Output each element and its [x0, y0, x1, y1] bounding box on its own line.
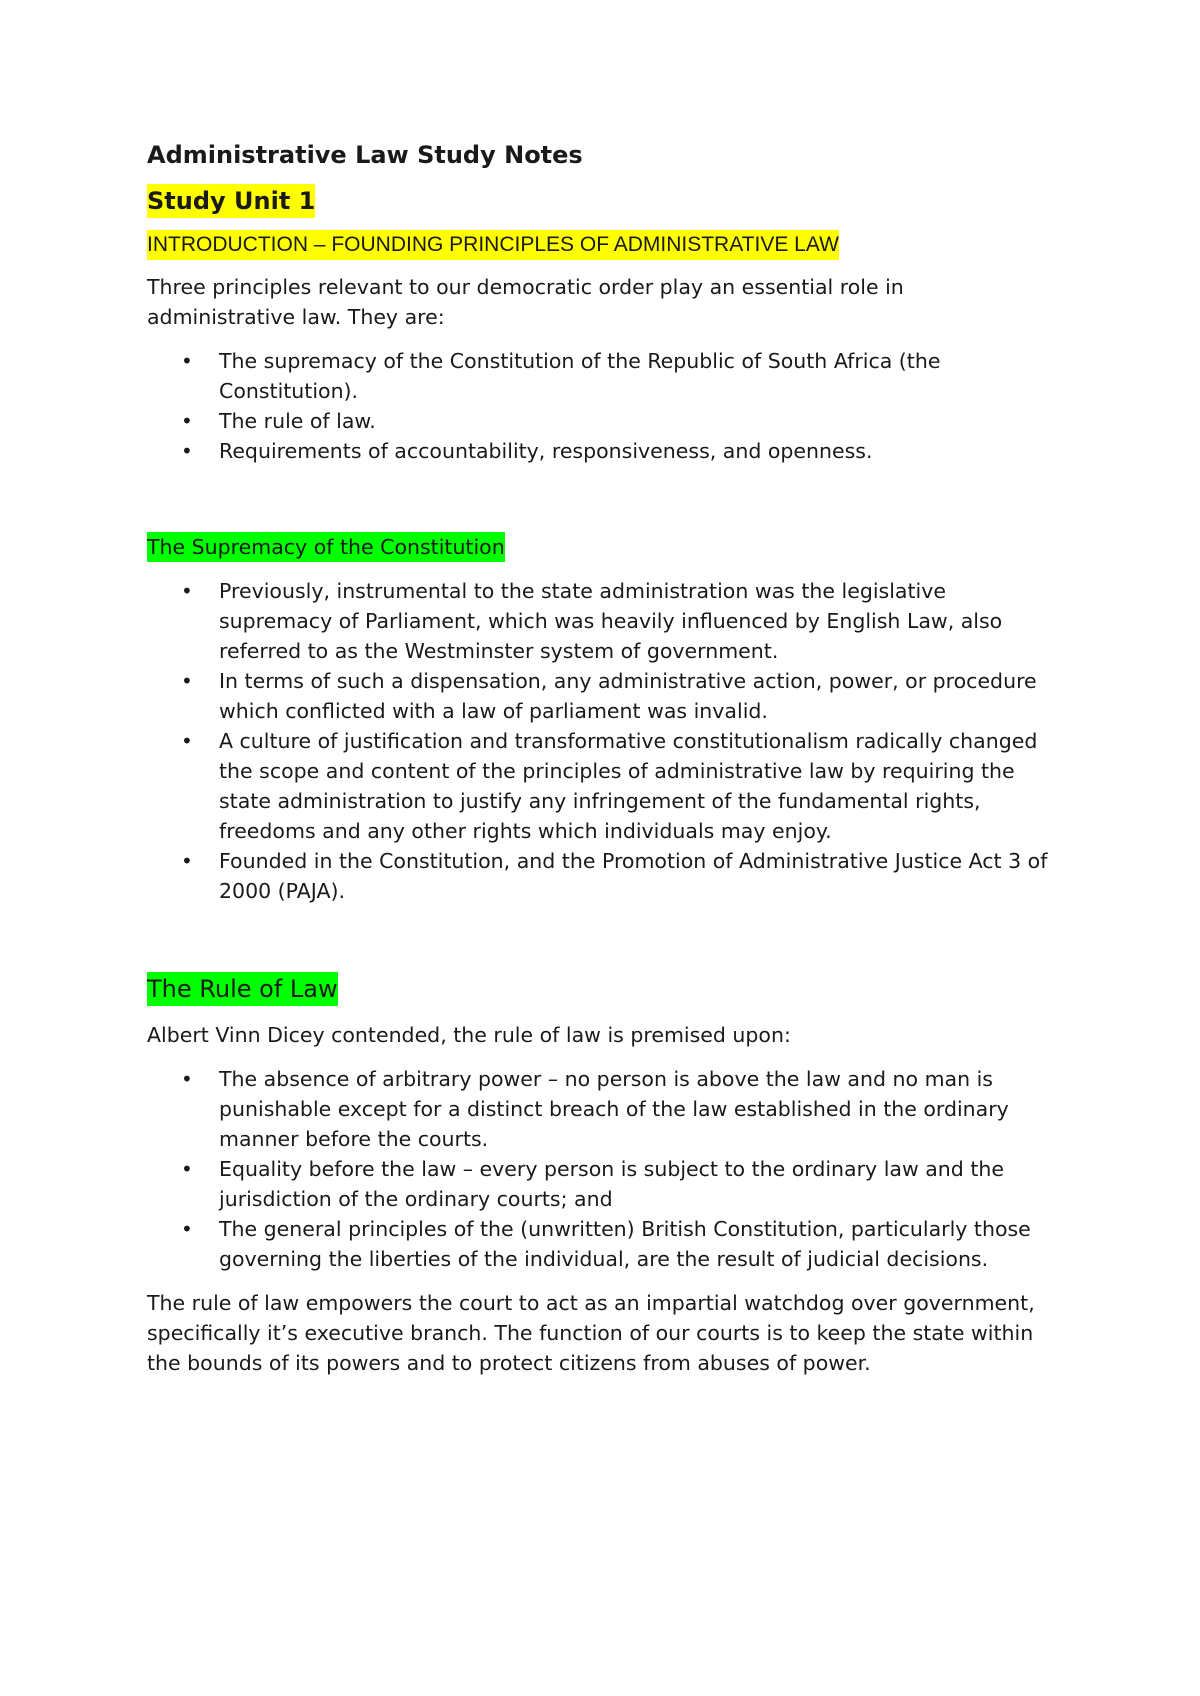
list-item: • The absence of arbitrary power – no person is above the law and no man is punishable except for a distinct breach of the law established in the ordinary manner before the courts.: [147, 1064, 1057, 1154]
intro-paragraph: Three principles relevant to our democratic order play an essential role in administrative law. They are:: [147, 275, 904, 329]
list-item: • Founded in the Constitution, and the Promotion of Administrative Justice Act 3 of 2000 (PAJA).: [147, 846, 1057, 906]
study-unit-heading: Study Unit 1: [147, 184, 315, 218]
bullet-icon: •: [181, 1067, 193, 1091]
list-item: • Previously, instrumental to the state administration was the legislative supremacy of Parliament, which was heavily influenced by English Law, also referred to as the Westminster system of government.: [147, 576, 1057, 666]
list-item: • The general principles of the (unwritten) British Constitution, particularly those governing the liberties of the individual, are the result of judicial decisions.: [147, 1214, 1057, 1274]
document-title: Administrative Law Study Notes: [147, 141, 583, 169]
list-item: • The rule of law.: [147, 406, 1057, 436]
bullet-icon: •: [181, 1217, 193, 1241]
supremacy-heading: The Supremacy of the Constitution: [147, 532, 505, 562]
supremacy-bullet-list: [147, 576, 1057, 906]
rule-of-law-closing: The rule of law empowers the court to act as an impartial watchdog over government, specifically it’s executive branch. The function of our courts is to keep the state within the bounds of its powers and to protect citizens from abuses of power.: [147, 1291, 1035, 1375]
bullet-icon: •: [181, 849, 193, 873]
list-item: • Requirements of accountability, responsiveness, and openness.: [147, 436, 1057, 466]
list-item: • In terms of such a dispensation, any administrative action, power, or procedure which conflicted with a law of parliament was invalid.: [147, 666, 1057, 726]
list-item: • A culture of justification and transformative constitutionalism radically changed the scope and content of the principles of administrative law by requiring the state administration to justify any infringement of the fundamental rights, freedoms and any other rights which individuals may enjoy.: [147, 726, 1057, 846]
rule-of-law-heading: The Rule of Law: [147, 972, 338, 1006]
bullet-icon: •: [181, 349, 193, 373]
bullet-icon: •: [181, 729, 193, 753]
bullet-icon: •: [181, 669, 193, 693]
bullet-icon: •: [181, 409, 193, 433]
bullet-icon: •: [181, 1157, 193, 1181]
bullet-icon: •: [181, 439, 193, 463]
list-item: • The supremacy of the Constitution of the Republic of South Africa (the Constitution).: [147, 346, 1057, 406]
bullet-icon: •: [181, 579, 193, 603]
intro-heading: INTRODUCTION – FOUNDING PRINCIPLES OF ADMINISTRATIVE LAW: [147, 230, 839, 260]
intro-bullet-list: [147, 346, 1057, 466]
rule-of-law-lead: Albert Vinn Dicey contended, the rule of law is premised upon:: [147, 1023, 791, 1047]
list-item: • Equality before the law – every person is subject to the ordinary law and the jurisdiction of the ordinary courts; and: [147, 1154, 1057, 1214]
rule-of-law-bullet-list: [147, 1064, 1057, 1274]
document-page: [147, 138, 1057, 1392]
